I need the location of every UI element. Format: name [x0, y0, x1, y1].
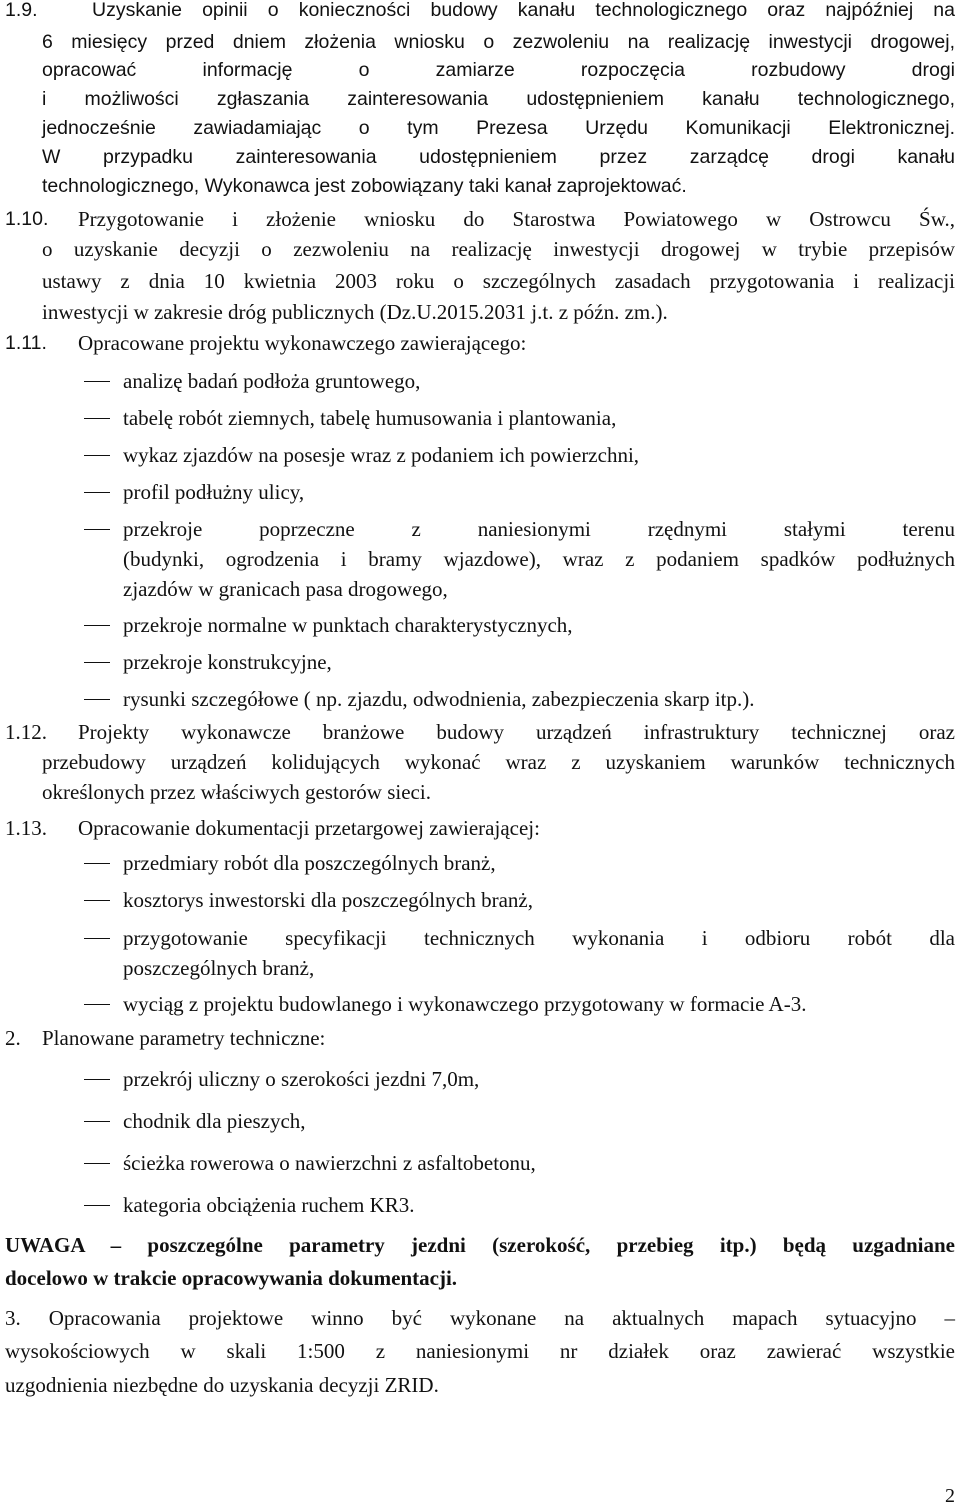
section-1-10-line: Przygotowanie i złożenie wniosku do Starostwa Powiatowego w Ostrowcu Św., — [78, 207, 955, 231]
section-1-9-line: 6 miesięcy przed dniem złożenia wniosku o zezwoleniu na realizację inwestycji drogowej, — [42, 31, 955, 53]
section-1-9-line: opracować informację o zamiarze rozpoczęcia rozbudowy drogi — [42, 59, 955, 81]
section-number-1-13: 1.13. — [5, 816, 47, 840]
section-1-13-intro: Opracowanie dokumentacji przetargowej zawierającej: — [78, 816, 540, 840]
section-number-1-12: 1.12. — [5, 720, 47, 744]
section-3-line: wysokościowych w skali 1:500 z naniesionymi nr działek oraz zawierać wszystkie — [5, 1339, 955, 1363]
list-item: ścieżka rowerowa o nawierzchni z asfaltobetonu, — [123, 1151, 536, 1175]
section-3-line: 3. Opracowania projektowe winno być wykonane na aktualnych mapach sytuacyjno – — [5, 1306, 955, 1330]
list-item: przekrój uliczny o szerokości jezdni 7,0m, — [123, 1067, 480, 1091]
dash-bullet — [84, 1105, 110, 1137]
list-item: kosztorys inwestorski dla poszczególnych branż, — [123, 888, 533, 912]
dash-bullet — [84, 884, 110, 916]
dash-bullet — [84, 476, 110, 508]
section-1-11-intro: Opracowane projektu wykonawczego zawierającego: — [78, 331, 527, 355]
list-item: wykaz zjazdów na posesje wraz z podaniem ich powierzchni, — [123, 443, 640, 467]
section-1-10-line: ustawy z dnia 10 kwietnia 2003 roku o szczególnych zasadach przygotowania i realizacji — [42, 269, 955, 293]
section-number-2: 2. — [5, 1026, 21, 1050]
dash-bullet — [84, 646, 110, 678]
list-item: analizę badań podłoża gruntowego, — [123, 369, 421, 393]
list-item: przekroje normalne w punktach charakterystycznych, — [123, 613, 573, 637]
dash-bullet — [84, 1189, 110, 1221]
dash-bullet — [84, 988, 110, 1020]
list-item: wyciąg z projektu budowlanego i wykonawczego przygotowany w formacie A-3. — [123, 992, 807, 1016]
section-1-12-line: Projekty wykonawcze branżowe budowy urządzeń infrastruktury technicznej oraz — [78, 720, 955, 744]
list-item: tabelę robót ziemnych, tabelę humusowania i plantowania, — [123, 406, 617, 430]
section-1-9-line: Uzyskanie opinii o konieczności budowy kanału technologicznego oraz najpóźniej na — [92, 0, 955, 21]
dash-bullet — [84, 609, 110, 641]
dash-bullet — [84, 1063, 110, 1095]
list-item: przygotowanie specyfikacji technicznych wykonania i odbioru robót dla — [123, 926, 955, 950]
section-2-intro: Planowane parametry techniczne: — [42, 1026, 326, 1050]
list-item-continuation: (budynki, ogrodzenia i bramy wjazdowe), wraz z podaniem spadków podłużnych — [123, 547, 955, 571]
list-item: profil podłużny ulicy, — [123, 480, 305, 504]
dash-bullet — [84, 365, 110, 397]
dash-bullet — [84, 439, 110, 471]
section-number-1-10: 1.10. — [5, 208, 49, 230]
uwaga-note-line: UWAGA – poszczególne parametry jezdni (szerokość, przebieg itp.) będą uzgadniane — [5, 1233, 955, 1257]
section-1-12-line: przebudowy urządzeń kolidujących wykonać wraz z uzyskaniem warunków technicznych — [42, 750, 955, 774]
section-1-9-line: technologicznego, Wykonawca jest zobowiązany taki kanał zaprojektować. — [42, 175, 687, 197]
list-item: przekroje konstrukcyjne, — [123, 650, 332, 674]
uwaga-note-line: docelowo w trakcie opracowywania dokumentacji. — [5, 1266, 458, 1290]
section-1-9-line: jednocześnie zawiadamiając o tym Prezesa Urzędu Komunikacji Elektronicznej. — [42, 117, 955, 139]
list-item: przekroje poprzeczne z naniesionymi rzędnymi stałymi terenu — [123, 517, 955, 541]
section-1-9-line: W przypadku zainteresowania udostępnieniem przez zarządcę drogi kanału — [42, 146, 955, 168]
section-1-9-line: i możliwości zgłaszania zainteresowania udostępnieniem kanału technologicznego, — [42, 88, 955, 110]
dash-bullet — [84, 1147, 110, 1179]
dash-bullet — [84, 922, 110, 954]
section-1-10-line: o uzyskanie decyzji o zezwoleniu na realizację inwestycji drogowej w trybie przepisów — [42, 237, 955, 261]
list-item: kategoria obciążenia ruchem KR3. — [123, 1193, 415, 1217]
list-item: przedmiary robót dla poszczególnych branż, — [123, 851, 496, 875]
section-1-12-line: określonych przez właściwych gestorów sieci. — [42, 780, 431, 804]
section-3-line: uzgodnienia niezbędne do uzyskania decyzji ZRID. — [5, 1373, 439, 1397]
page-number: 2 — [945, 1485, 955, 1507]
section-number-1-11: 1.11. — [5, 332, 47, 354]
list-item-continuation: zjazdów w granicach pasa drogowego, — [123, 577, 448, 601]
list-item: rysunki szczegółowe ( np. zjazdu, odwodnienia, zabezpieczenia skarp itp.). — [123, 687, 755, 711]
dash-bullet — [84, 513, 110, 545]
list-item-continuation: poszczególnych branż, — [123, 956, 315, 980]
list-item: chodnik dla pieszych, — [123, 1109, 306, 1133]
section-1-10-line: inwestycji w zakresie dróg publicznych (Dz.U.2015.2031 j.t. z późn. zm.). — [42, 300, 668, 324]
section-number-1-9: 1.9. — [5, 0, 38, 21]
dash-bullet — [84, 683, 110, 715]
dash-bullet — [84, 402, 110, 434]
dash-bullet — [84, 847, 110, 879]
